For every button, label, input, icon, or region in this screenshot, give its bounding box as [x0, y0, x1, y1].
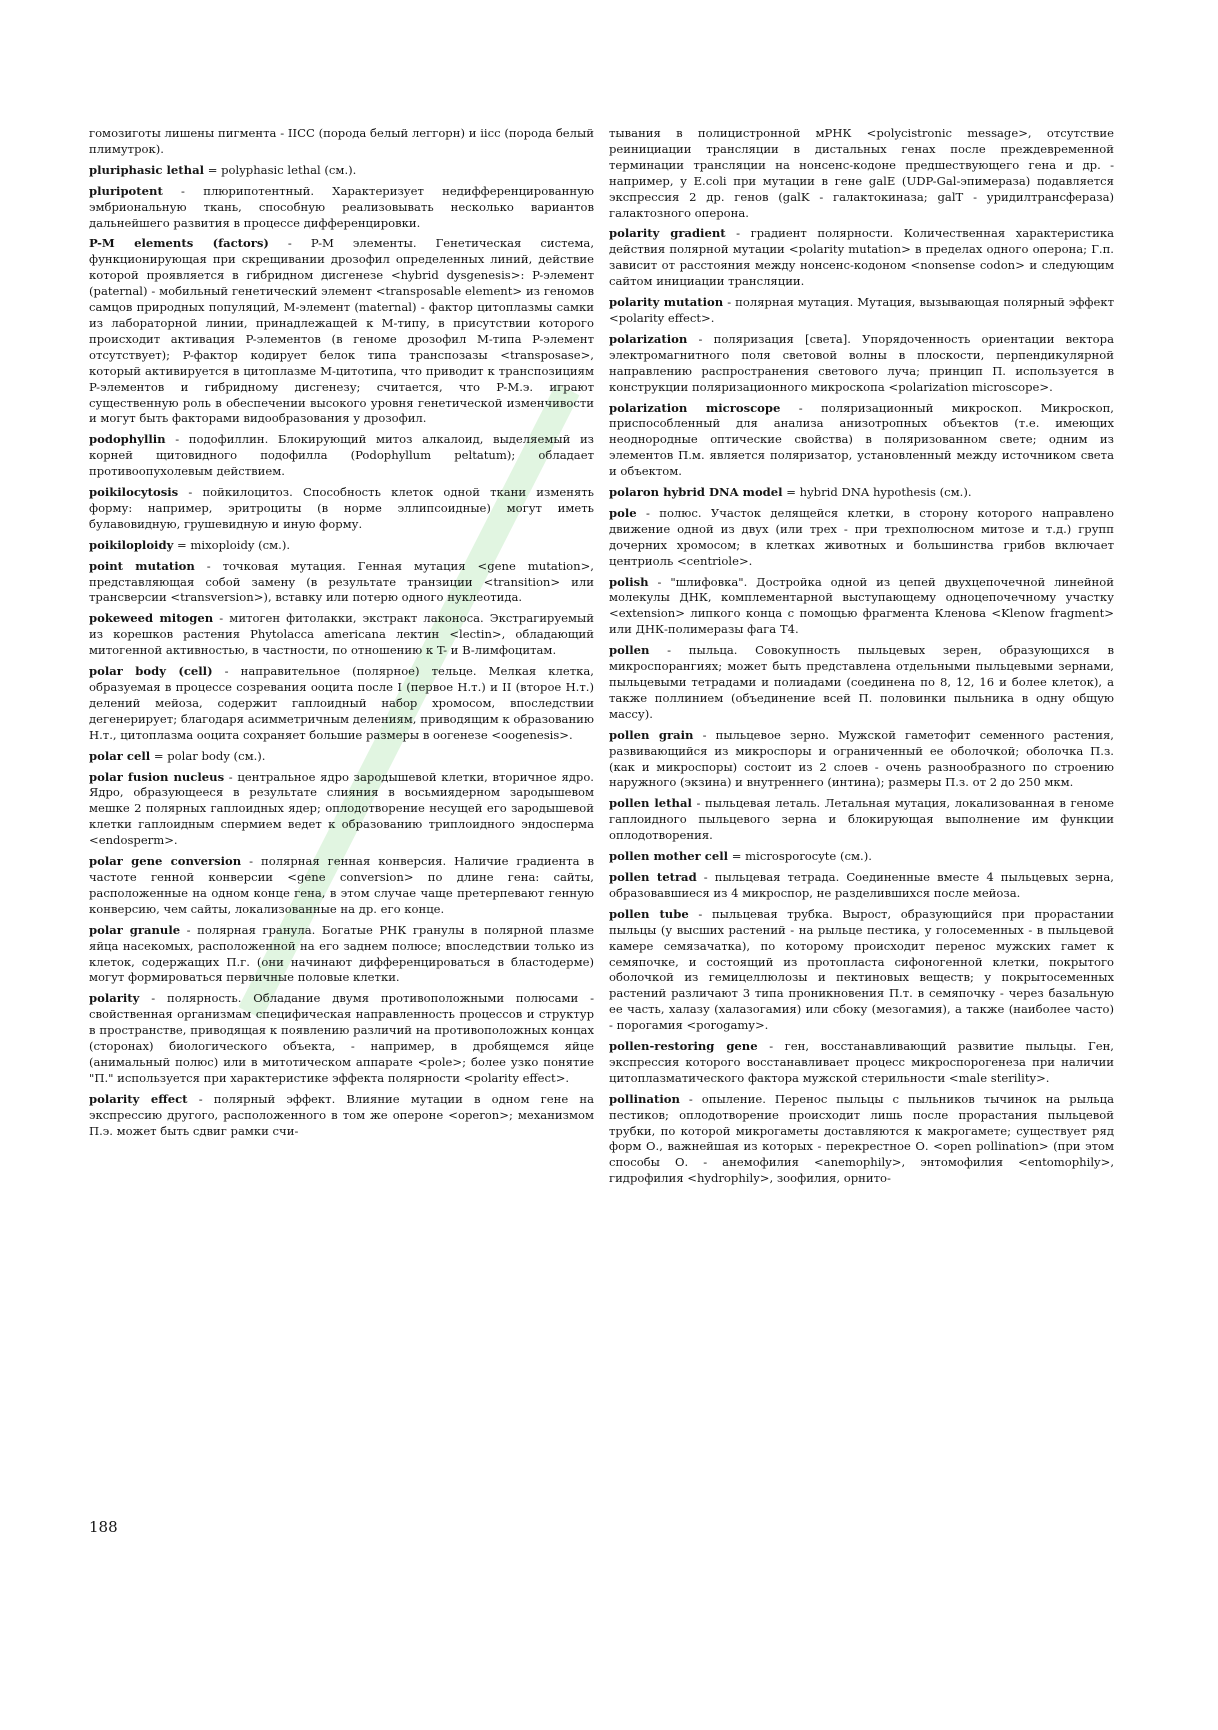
entry-definition: P-M элементы. Генетическая система, функционирующая при скрещивании дрозофил определенных линий, действие которой проявляется в гибридном дисгенезе <hybrid dysgenesis>: P-элемент (paternal) - мобильный генетический элемент <transposable element> из геномов самцов природных популяций, M-элемент (maternal) - фактор цитоплазмы самки из лабораторной линии, принадлежащей к M-типу, в присутствии которого происходит активация P-элементов (в геноме дрозофил M-типа P-элемент отсутствует); P-фактор кодирует белок типа транспозазы <transposase>, который активируется в цитоплазме M-цитотипа, что приводит к транспозициям P-элементов и гибридному дисгенезу; считается, что P-M.э. играют существенную роль в обеспечении высокого уровня генетической изменчивости и могут быть факторами видообразования у дрозофил. [89, 236, 595, 426]
entry-term: polar cell [89, 748, 151, 763]
entry-definition: полярная мутация. Мутация, вызывающая полярный эффект <polarity effect>. [609, 295, 1115, 325]
entry-definition: полярный эффект. Влияние мутации в одном гене на экспрессию другого, расположенного в том же опероне <operon>; механизмом П.э. может быть сдвиг рамки счи- [89, 1091, 594, 1138]
dictionary-entry [609, 126, 1114, 221]
entry-term: pluriphasic lethal [89, 162, 205, 177]
entry-definition: ген, восстанавливающий развитие пыльцы. Ген, экспрессия которого восстанавливает процесс микроспорогенеза при наличии цитоплазматического фактора мужской стерильности <male sterility>. [609, 1039, 1114, 1085]
entry-term: polar gene conversion [89, 854, 242, 869]
entry-definition: полярная генная конверсия. Наличие градиента в частоте генной конверсии <gene conversion> по длине гена: сайты, расположенные на одном конце гена, в этом случае чаще претерпевают генную конверсию, чем сайты, локализованные на др. его конце. [89, 854, 595, 916]
dictionary-entry [609, 643, 1114, 723]
dictionary-entry [89, 485, 594, 533]
entry-term: pollen tube [609, 906, 689, 921]
entry-separator: - [224, 769, 238, 784]
entry-separator: - [139, 991, 167, 1006]
entry-term: polaron hybrid DNA model [609, 485, 783, 500]
entry-definition: пыльца. Совокупность пыльцевых зерен, образующихся в микроспорангиях; может быть представлена отдельными пыльцевыми зернами, пыльцевыми тетрадами и полиадами (соединена по 8, 12, 16 и более клеток), а также поллинием (объединение всей П. половинки пыльника в одну общую массу). [609, 643, 1114, 721]
entry-separator: - [687, 331, 714, 346]
dictionary-entry [89, 664, 594, 744]
entry-separator: - [688, 906, 712, 921]
entry-definition: точковая мутация. Генная мутация <gene mutation>, представляющая собой замену (в результате транзиции <transition> или трансверсии <transversion>), вставку или потерю одного нуклеотида. [89, 558, 594, 605]
entry-separator: = [150, 748, 168, 763]
entry-term: pollination [609, 1091, 680, 1106]
entry-separator: - [213, 611, 230, 626]
dictionary-entry [609, 849, 1114, 865]
entry-term: polarity [89, 991, 140, 1006]
entry-term: pollen grain [609, 727, 694, 742]
dictionary-entry [89, 923, 594, 987]
dictionary-entry [89, 538, 594, 554]
entry-definition: полярная гранула. Богатые РНК гранулы в полярной плазме яйца насекомых, расположенной на его заднем полюсе; впоследствии только из клеток, содержащих П.г. (они начинают дифференцироваться в бластодерме) могут формироваться первичные половые клетки. [89, 922, 594, 985]
entry-term: polarity gradient [609, 226, 726, 241]
entry-definition: плюрипотентный. Характеризует недифференцированную эмбриональную ткань, способную реализовывать несколько вариантов дальнейшего развития в процессе дифференцировки. [89, 183, 594, 230]
entry-separator: - [178, 485, 203, 500]
entry-term: pollen tetrad [609, 869, 697, 884]
entry-definition: пыльцевая тетрада. Соединенные вместе 4 пыльцевых зерна, образовавшиеся из 4 микроспор, не разделившихся после мейоза. [609, 869, 1114, 900]
entry-separator: - [636, 505, 660, 520]
dictionary-entry [609, 870, 1114, 902]
entry-definition: пыльцевая леталь. Летальная мутация, локализованная в геноме гаплоидного пыльцевого зерна и блокирующая выполнение им функции оплодотворения. [609, 796, 1114, 843]
dictionary-entry [609, 1092, 1114, 1187]
entry-definition: тывания в полицистронной мРНК <polycistronic message>, отсутствие реинициации трансляции в дистальных генах после преждевременной терминации трансляции на нонсенс-кодоне предшествующего гена и др. - например, у E.coli при мутации в гене galE (UDP-Gal-эпимераза) подавляется экспрессия 2 др. генов (galK - галактокиназа; galT - уридилтрансфераза) галактозного оперона. [609, 126, 1114, 220]
entry-separator: - [648, 574, 671, 589]
entry-separator: = [173, 537, 191, 552]
entry-definition: mixoploidy (см.). [190, 537, 291, 552]
entry-term: pokeweed mitogen [89, 611, 214, 626]
entry-definition: полюс. Участок делящейся клетки, в сторону которого направлено движение одной из двух (или трех - при трехполюсном митозе и т.д.) групп дочерних хромосом; в клетках животных и большинства грибов включает центриоль <centriole>. [609, 505, 1114, 568]
dictionary-entry [89, 749, 594, 765]
entry-definition: градиент полярности. Количественная характеристика действия полярной мутации <polarity mutation> в пределах одного оперона; Г.п. зависит от расстояния между нонсенс-кодоном <nonsense codon> и следующим сайтом инициации трансляции. [609, 226, 1114, 289]
dictionary-entry [89, 236, 594, 427]
entry-definition: пойкилоцитоз. Способность клеток одной ткани изменять форму: например, эритроциты (в норме эллипсоидные) могут иметь булавовидную, грушевидную и иную форму. [89, 485, 594, 531]
dictionary-entry [89, 184, 594, 232]
entry-separator: - [725, 226, 751, 241]
entry-definition: центральное ядро зародышевой клетки, вторичное ядро. Ядро, образующееся в результате слияния в восьмиядерном зародышевом мешке 2 полярных гаплоидных ядер; оплодотворение несущей его зародышевой клетки гаплоидным спермием ведет к образованию триплоидного эндосперма <endosperm>. [89, 769, 594, 848]
dictionary-entry [609, 295, 1114, 327]
dictionary-entry [609, 796, 1114, 844]
entry-definition: polyphasic lethal (см.). [221, 162, 357, 177]
dictionary-entry [609, 226, 1114, 290]
entry-term: podophyllin [89, 432, 166, 447]
entry-definition: поляризация [света]. Упорядоченность ориентации вектора электромагнитного поля световой волны в плоскости, перпендикулярной направлению распространения светового луча; принцип П. используется в конструкции поляризационного микроскопа <polarization microscope>. [609, 331, 1114, 394]
entry-separator: - [649, 643, 689, 658]
entry-separator: - [162, 183, 204, 198]
dictionary-entry [89, 770, 594, 850]
entry-separator: = [782, 485, 800, 500]
entry-term: polar fusion nucleus [89, 769, 225, 784]
entry-term: polarization microscope [609, 400, 781, 415]
entry-definition: пыльцевое зерно. Мужской гаметофит семенного растения, развивающийся из микроспоры и ограниченный ее оболочкой; оболочка П.з. (как и микроспоры) состоит из 2 слоев - очень разнообразного по строению наружного (экзина) и внутреннего (интина); размеры П.з. от 2 до 250 мкм. [609, 727, 1114, 790]
entry-definition: полярность. Обладание двумя противоположными полюсами - свойственная организмам специфическая направленность процессов и структур в пространстве, приводящая к появлению различий на противоположных концах (сторонах) биологического объекта, - например, в дробящемся яйце (анимальный полюс) или в митотическом аппарате <pole>; более узко понятие "П." используется при характеристике эффекта полярности <polarity effect>. [89, 991, 594, 1085]
dictionary-entry [89, 854, 594, 918]
entry-separator: - [679, 1091, 702, 1106]
entry-definition: поляризационный микроскоп. Микроскоп, приспособленный для анализа анизотропных объектов (т.е. имеющих неоднородные оптические свойства) в поляризованном свете; одним из элементов П.м. является поляризатор, установленный между источником света и объектом. [609, 400, 1114, 479]
entry-term: polarity effect [89, 1091, 188, 1106]
dictionary-entry [89, 1092, 594, 1140]
page-number: 188 [89, 1518, 118, 1536]
entry-separator: - [691, 796, 705, 811]
entry-term: polarization [609, 331, 688, 346]
dictionary-entry [609, 332, 1114, 396]
entry-definition: направительное (полярное) тельце. Мелкая клетка, образуемая в процессе созревания ооцита после I (первое Н.т.) и II (второе Н.т.) делений мейоза, содержит гаплоидный набор хромосом, впоследствии дегенерирует; благодаря асимметричным делениям, приводящим к образованию Н.т., цитоплазма ооцита сохраняет большие размеры в оогенезе <oogenesis>. [89, 664, 594, 742]
entry-term: P-M elements (factors) [89, 236, 269, 251]
entry-separator: - [180, 922, 198, 937]
entry-term: pollen [609, 643, 650, 658]
left-column [89, 126, 594, 1144]
entry-separator: - [780, 400, 822, 415]
entry-definition: hybrid DNA hypothesis (см.). [799, 485, 972, 500]
entry-definition: гомозиготы лишены пигмента - IICC (порода белый леггорн) и iicc (порода белый плимутрок). [89, 126, 594, 156]
entry-term: pollen lethal [609, 796, 692, 811]
right-column [609, 126, 1114, 1192]
dictionary-entry [609, 907, 1114, 1034]
entry-term: pollen-restoring gene [609, 1039, 758, 1054]
entry-separator: - [187, 1091, 214, 1106]
entry-separator: = [204, 162, 222, 177]
dictionary-entry [609, 506, 1114, 570]
entry-separator: = [728, 849, 746, 864]
dictionary-entry [89, 163, 594, 179]
entry-definition: митоген фитолакки, экстракт лаконоса. Экстрагируемый из корешков растения Phytolacca americana лектин <lectin>, обладающий митогенной активностью, в частности, по отношению к T- и B-лимфоцитам. [89, 611, 594, 658]
entry-term: polar body (cell) [89, 664, 213, 679]
entry-separator: - [165, 432, 189, 447]
entry-separator: - [212, 664, 241, 679]
entry-separator: - [693, 727, 716, 742]
entry-separator: - [194, 558, 223, 573]
entry-definition: "шлифовка". Достройка одной из цепей двухцепочечной линейной молекулы ДНК, комплементарной выступающему одноцепочечному участку <extension> липкого конца с помощью фрагмента Кленова <Klenow fragment> или ДНК-полимеразы фага T4. [609, 574, 1114, 637]
dictionary-entry [89, 432, 594, 480]
dictionary-entry [89, 126, 594, 158]
dictionary-entry [609, 575, 1114, 639]
dictionary-entry [609, 728, 1114, 792]
entry-term: point mutation [89, 558, 195, 573]
dictionary-entry [89, 611, 594, 659]
entry-separator: - [723, 295, 736, 310]
dictionary-entry [89, 991, 594, 1086]
dictionary-entry [609, 1039, 1114, 1087]
entry-separator: - [757, 1039, 785, 1054]
entry-term: poikilocytosis [89, 485, 179, 500]
entry-term: pluripotent [89, 183, 163, 198]
entry-definition: polar body (см.). [167, 748, 266, 763]
entry-term: polish [609, 574, 649, 589]
entry-separator: - [241, 854, 261, 869]
entry-term: polar granule [89, 922, 181, 937]
entry-term: polarity mutation [609, 295, 724, 310]
entry-definition: пыльцевая трубка. Вырост, образующийся при прорастании пыльцы (у высших растений - на рыльце пестика, у голосеменных - в пыльцевой камере семязачатка), по которому происходит перенос мужских гамет к семяпочке, и состоящий из протопласта сифоногенной клетки, покрытого оболочкой из гемицеллюлозы и пектиновых веществ; у покрытосеменных растений различают 3 типа проникновения П.т. в семяпочку - через базальную ее часть, халазу (халазогамия) или сбоку (мезогамия), а также (наиболее часто) - порогамия <porogamy>. [609, 906, 1114, 1033]
entry-term: poikiloploidy [89, 537, 174, 552]
entry-term: pole [609, 505, 637, 520]
entry-term: pollen mother cell [609, 849, 729, 864]
dictionary-entry [609, 485, 1114, 501]
entry-separator: - [268, 236, 311, 251]
entry-definition: подофиллин. Блокирующий митоз алкалоид, выделяемый из корней щитовидного подофилла (Podophyllum peltatum); обладает противоопухолевым действием. [89, 432, 594, 479]
entry-separator: - [696, 869, 715, 884]
entry-definition: microsporocyte (см.). [745, 849, 872, 864]
entry-definition: опыление. Перенос пыльцы с пыльников тычинок на рыльца пестиков; оплодотворение происходит лишь после прорастания пыльцевой трубки, по которой микрогаметы доставляются к макрогамете; существует ряд форм О., важнейшая из которых - перекрестное О. <open pollination> (при этом способы О. - анемофилия <anemophily>, энтомофилия <entomophily>, гидрофилия <hydrophily>, зоофилия, орнито- [609, 1091, 1114, 1186]
dictionary-entry [609, 401, 1114, 481]
dictionary-entry [89, 559, 594, 607]
